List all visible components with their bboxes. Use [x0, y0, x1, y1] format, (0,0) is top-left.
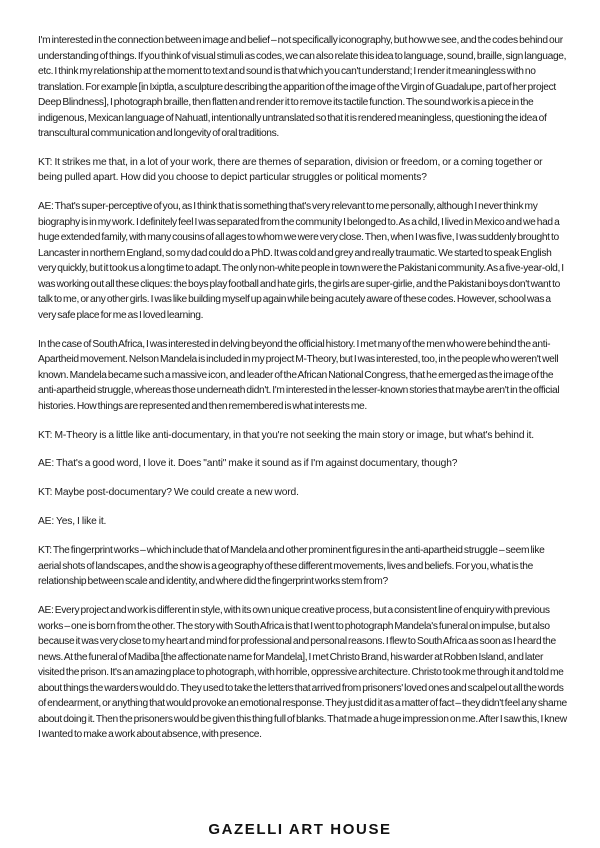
paragraph-ae-fingerprint-answer: AE: Every project and work is different in style, with its own unique creative process, but a consistent line of enquiry with previous works – one is born from the other. The story with South Africa is that I went to photograph Mandela's funeral on impulse, but also because it was very close to my heart and mind for professional and personal reasons. I flew to South Africa as soon as I heard the news. At the funeral of Madiba [the affectionate name for Mandela], I met Christo Brand, his warder at Robben Island, and later visited the prison. It's an amazing place to photograph, with horrible, oppressive architecture. Christo took me through it and told me about things the warders would do. They used to take the letters that arrived from prisoners' loved ones and scalpel out all the words of endearment, or anything that would provoke an emotional response. They just did it as a matter of fact – they didn't feel any shame about doing it. Then the prisoners would be given this thing full of blanks. That made a huge impression on me. After I saw this, I knew I wanted to make a work about absence, with presence.	[38, 605, 567, 741]
footer-gallery-name: GAZELLI ART HOUSE	[208, 821, 392, 838]
paragraph-kt-post-documentary: KT: Maybe post-documentary? We could create a new word.	[38, 487, 299, 499]
paragraph-ae-good-word: AE: That's a good word, I love it. Does "anti" make it sound as if I'm against documentary, though?	[38, 458, 458, 470]
paragraph-kt-fingerprint-question: KT: The fingerprint works – which include that of Mandela and other prominent figures in the anti-apartheid struggle – seem like aerial shots of landscapes, and the show is a geography of these different movements, lives and beliefs. For you, what is the relationship between scale and identity, and where did the fingerprint works stem from?	[38, 545, 545, 588]
paragraph-ae-answer-biography: AE: That's super-perceptive of you, as I think that is something that's very relevant to me personally, although I never think my biography is in my work. I definitely feel I was separated from the community I belonged to. As a child, I lived in Mexico and we had a huge extended family, with many cousins of all ages to whom we were very close. Then, when I was five, I was suddenly brought to Lancaster in northern England, so my dad could do a PhD. It was cold and grey and really traumatic. We started to speak English very quickly, but it took us a long time to adapt. The only non-white people in town were the Pakistani community. As a five-year-old, I was working out all these cliques: the boys play football and hate girls, the girls are super-girlie, and the Pakistani boys don't want to talk to me, or any other girls. I was like building myself up again while being acutely aware of these codes. However, school was a very safe place for me as I loved learning.	[38, 201, 564, 321]
paragraph-kt-question-themes: KT: It strikes me that, in a lot of your work, there are themes of separation, division or freedom, or a coming together or being pulled apart. How did you choose to depict particular struggles or political moments?	[38, 156, 543, 184]
paragraph-kt-m-theory: KT: M-Theory is a little like anti-documentary, in that you're not seeking the main story or image, but what's behind it.	[38, 429, 534, 441]
paragraph-ae-south-africa: In the case of South Africa, I was interested in delving beyond the official history. I met many of the men who were behind the anti-Apartheid movement. Nelson Mandela is included in my project M-Theory, but I was interested, too, in the people who weren't well known. Mandela became such a massive icon, and leader of the African National Congress, that he emerged as the image of the anti-apartheid struggle, whereas those underneath didn't. I'm interested in the lesser-known stories that maybe aren't in the official histories. How things are represented and then remembered is what interests me.	[38, 338, 560, 412]
paragraph-ae-yes: AE: Yes, I like it.	[38, 516, 107, 528]
paragraph-intro: I'm interested in the connection between image and belief – not specifically iconography, but how we see, and the codes behind our understanding of things. If you think of visual stimuli as codes, we can also relate this idea to language, sound, braille, sign language, etc. I think my relationship at the moment to text and sound is that which you can't understand; I render it meaningless with no translation. For example [in Ixiptla, a sculpture describing the apparition of the image of the Virgin of Guadalupe, part of her project Deep Blindness], I photograph braille, then flatten and render it to remove its tactile function. The sound work is a piece in the indigenous, Mexican language of Nahuatl, intentionally untranslated so that it is rendered meaningless, questioning the idea of transcultural communication and longevity of oral traditions.	[38, 35, 567, 139]
